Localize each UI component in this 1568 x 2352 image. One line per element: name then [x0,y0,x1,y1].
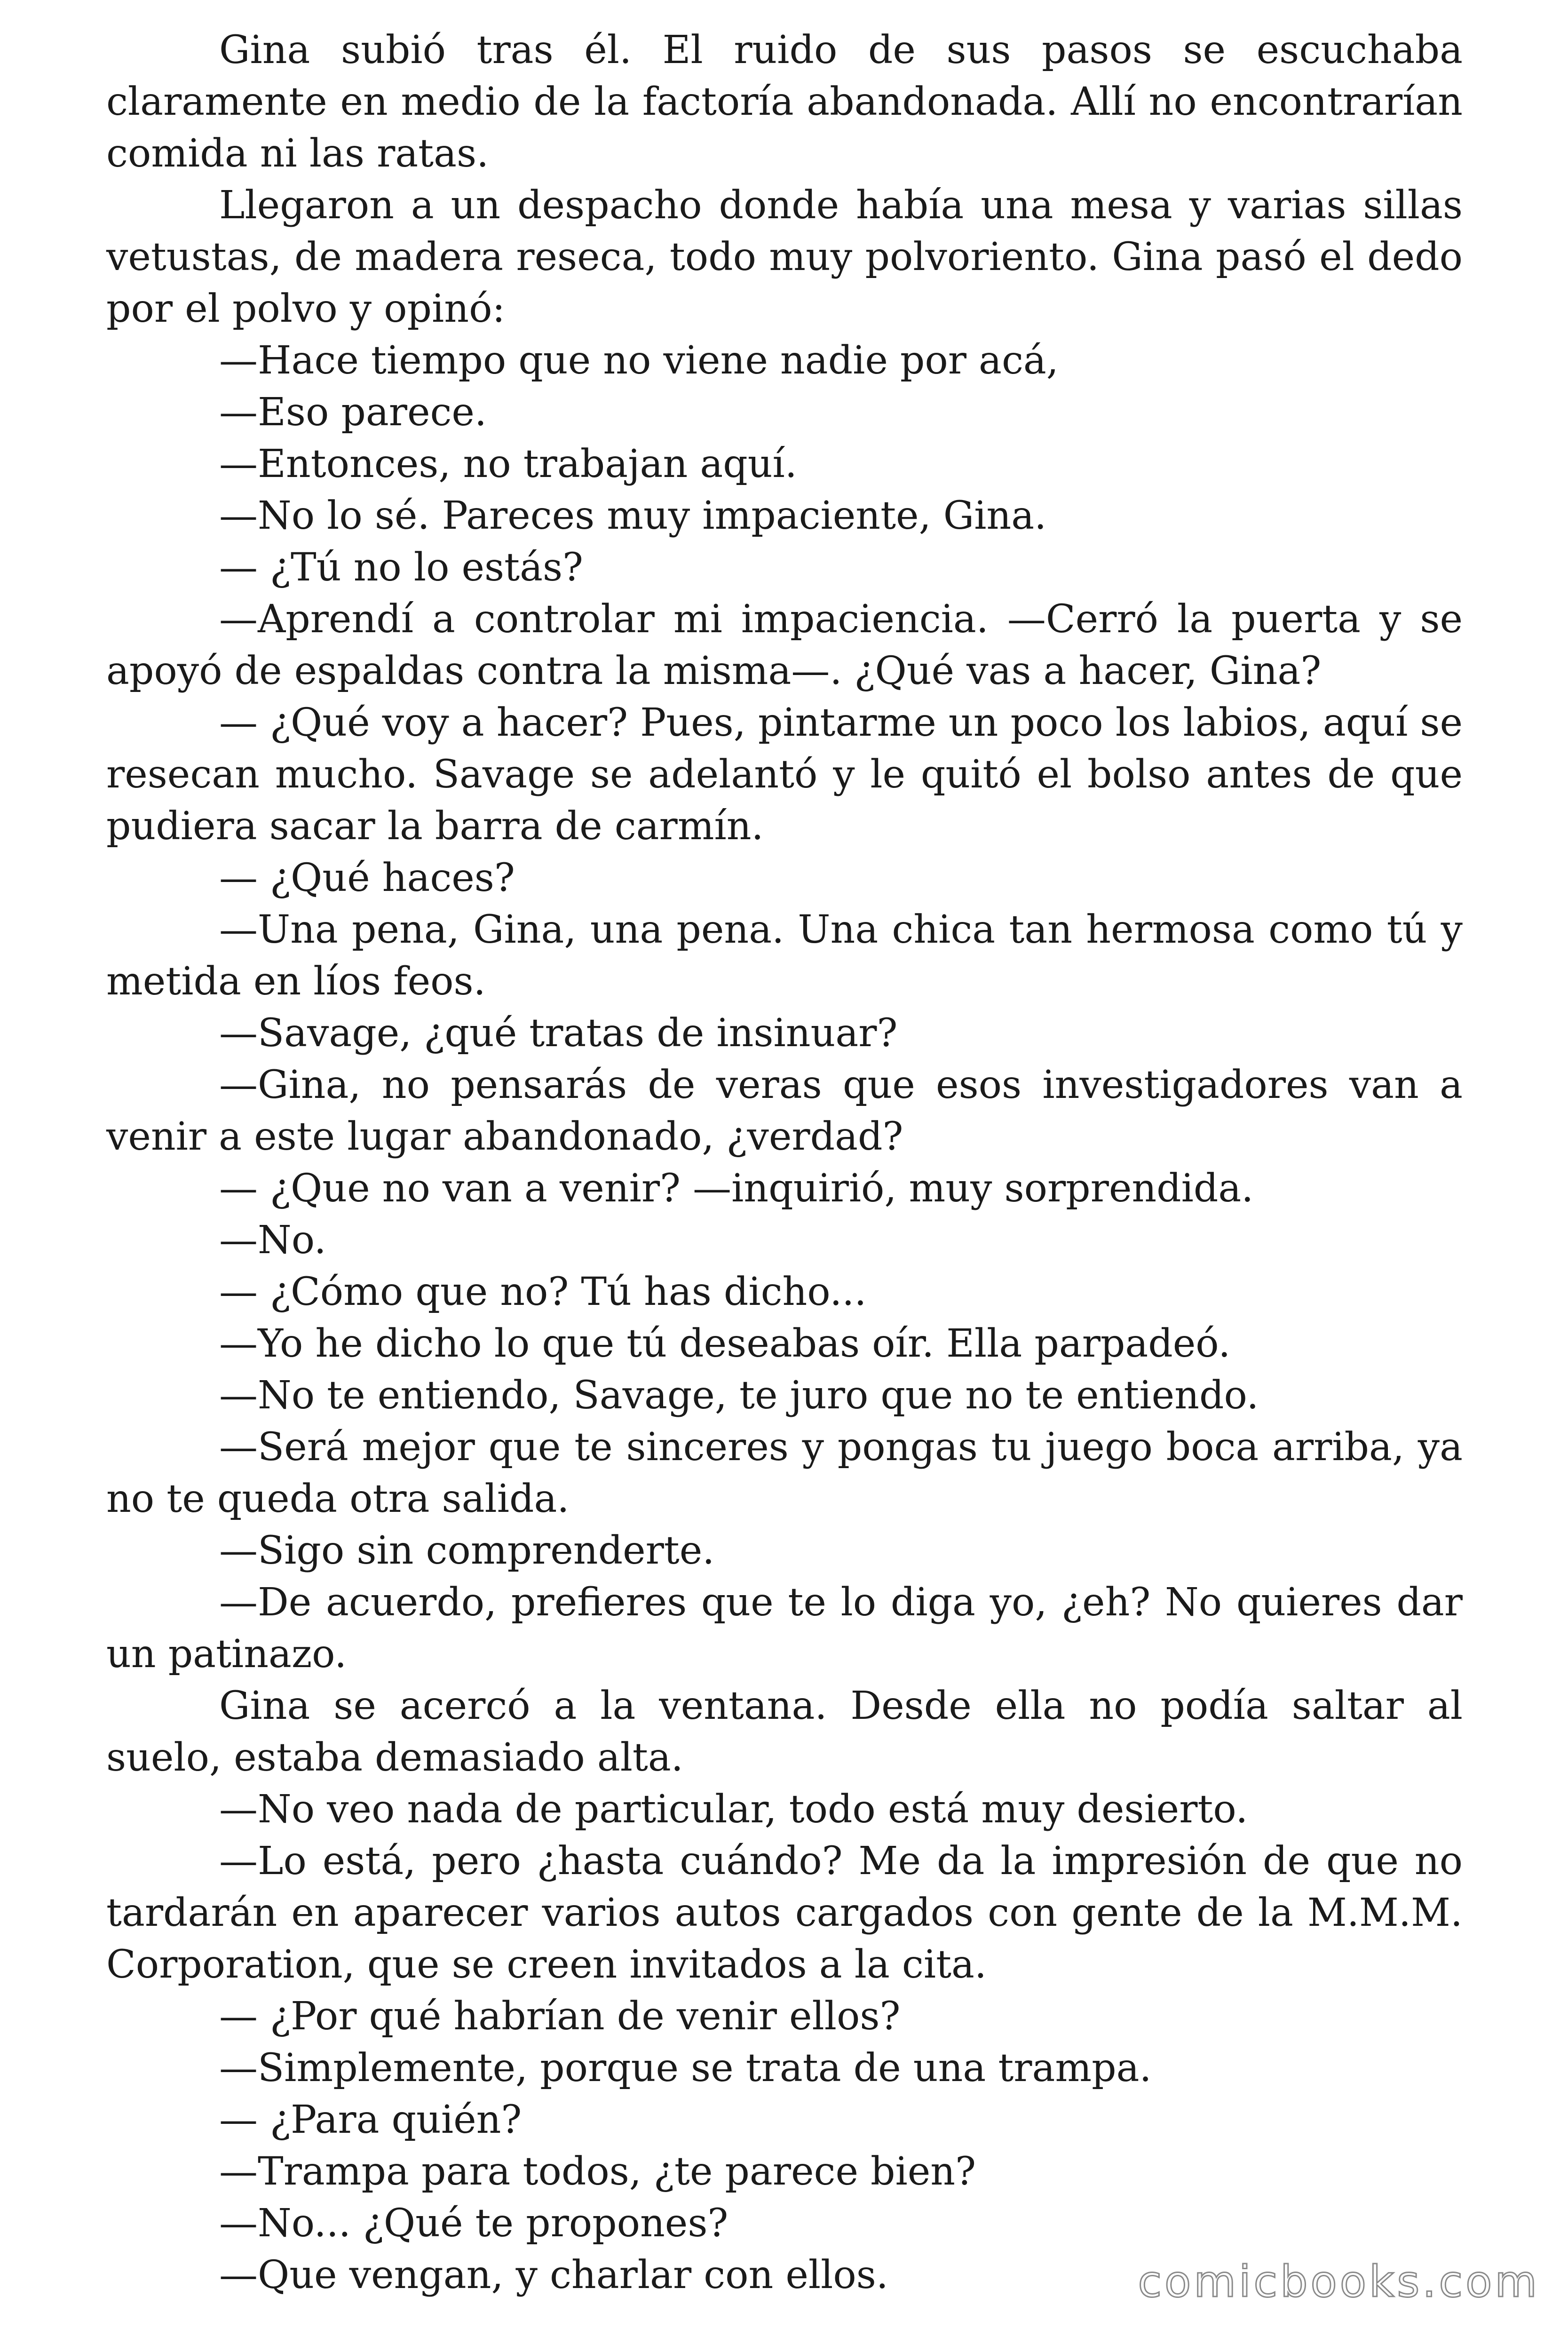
paragraph: Gina subió tras él. El ruido de sus pasos se escuchaba claramente en medio de la factoría abandonada. Allí no encontrarían comida ni las ratas. [106,28,1463,176]
paragraph: —No... ¿Qué te propones? [219,2201,729,2246]
paragraph: — ¿Qué haces? [219,856,515,900]
paragraph: —Gina, no pensarás de veras que esos investigadores van a venir a este lugar abandonado, ¿verdad? [106,1063,1463,1159]
paragraph: —Será mejor que te sinceres y pongas tu juego boca arriba, ya no te queda otra salida. [106,1425,1463,1521]
watermark: comicbooks.com [1138,2257,1540,2307]
paragraph: —Aprendí a controlar mi impaciencia. —Cerró la puerta y se apoyó de espaldas contra la misma—. ¿Qué vas a hacer, Gina? [106,597,1463,693]
paragraph: — ¿Por qué habrían de venir ellos? [219,1994,901,2039]
paragraph: — ¿Para quién? [219,2098,522,2142]
paragraph: —Savage, ¿qué tratas de insinuar? [219,1011,898,1056]
paragraph: —Yo he dicho lo que tú deseabas oír. Ella parpadeó. [219,1321,1231,1366]
paragraph: —No. [219,1218,326,1263]
paragraph: —Trampa para todos, ¿te parece bien? [219,2149,976,2194]
paragraph: —No lo sé. Pareces muy impaciente, Gina. [219,493,1047,538]
paragraph: —Eso parece. [219,390,487,435]
paragraph: —De acuerdo, prefieres que te lo diga yo, ¿eh? No quieres dar un patinazo. [106,1580,1463,1677]
paragraph: —No te entiendo, Savage, te juro que no te entiendo. [219,1373,1259,1418]
paragraph: — ¿Que no van a venir? —inquirió, muy sorprendida. [219,1166,1254,1211]
paragraph: Gina se acercó a la ventana. Desde ella no podía saltar al suelo, estaba demasiado alta. [106,1684,1463,1780]
page-body [106,24,1463,2301]
paragraph: —Una pena, Gina, una pena. Una chica tan hermosa como tú y metida en líos feos. [106,907,1463,1004]
paragraph: — ¿Cómo que no? Tú has dicho... [219,1270,867,1314]
paragraph: —Hace tiempo que no viene nadie por acá, [219,338,1059,383]
paragraph: —No veo nada de particular, todo está muy desierto. [219,1787,1248,1832]
paragraph: —Sigo sin comprenderte. [219,1528,715,1573]
paragraph: —Que vengan, y charlar con ellos. [219,2253,888,2297]
paragraph: —Simplemente, porque se trata de una trampa. [219,2046,1152,2090]
paragraph: —Entonces, no trabajan aquí. [219,442,797,486]
paragraph: Llegaron a un despacho donde había una mesa y varias sillas vetustas, de madera reseca, todo muy polvoriento. Gina pasó el dedo por el polvo y opinó: [106,183,1463,331]
paragraph: — ¿Tú no lo estás? [219,545,583,590]
paragraph: —Lo está, pero ¿hasta cuándo? Me da la impresión de que no tardarán en aparecer varios autos cargados con gente de la M.M.M. Corporation, que se creen invitados a la cita. [106,1839,1463,1987]
paragraph: — ¿Qué voy a hacer? Pues, pintarme un poco los labios, aquí se resecan mucho. Savage se adelantó y le quitó el bolso antes de que pudiera sacar la barra de carmín. [106,700,1463,849]
